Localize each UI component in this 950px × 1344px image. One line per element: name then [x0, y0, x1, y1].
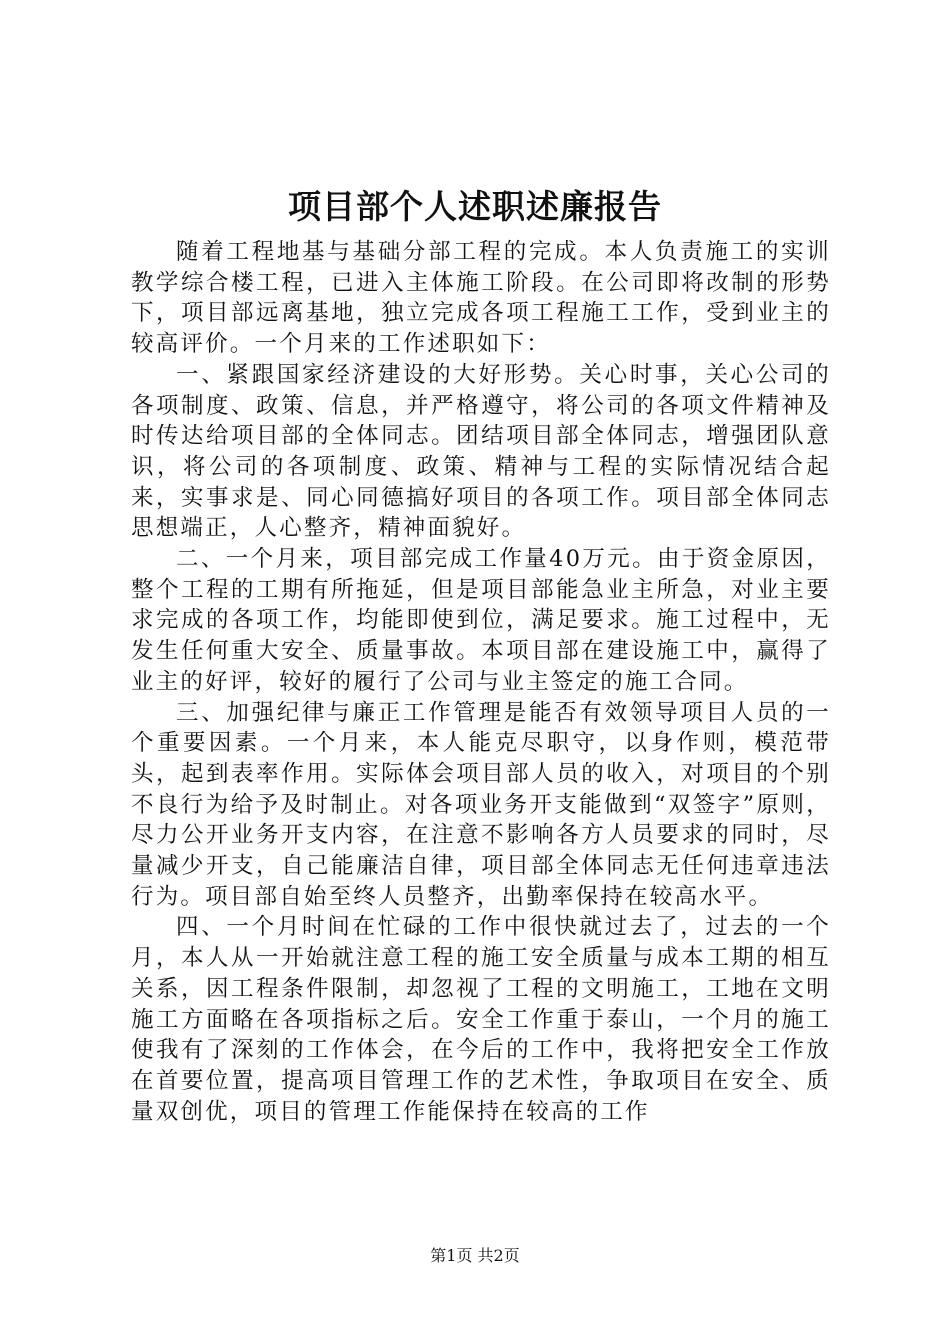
document-title: 项目部个人述职述廉报告: [288, 187, 662, 226]
paragraph-section-4: 四、一个月时间在忙碌的工作中很快就过去了，过去的一个月，本人从一开始就注意工程的施工安全质量与成本工期的相互关系，因工程条件限制，却忽视了工程的文明施工，工地在文明施工方面略在各项指标之后。安全工作重于泰山，一个月的施工使我有了深刻的工作体会，在今后的工作中，我将把安全工作放在首要位置，提高项目管理工作的艺术性，争取项目在安全、质量双创优，项目的管理工作能保持在较高的工作: [131, 914, 831, 1125]
paragraph-section-3: 三、加强纪律与廉正工作管理是能否有效领导项目人员的一个重要因素。一个月来，本人能克尽职守，以身作则，模范带头，起到表率作用。实际体会项目部人员的收入，对项目的个别不良行为给予及时制止。对各项业务开支能做到“双签字”原则，尽力公开业务开支内容，在注意不影响各方人员要求的同时，尽量减少开支，自己能廉洁自律，项目部全体同志无任何违章违法行为。项目部自始至终人员整齐，出勤率保持在较高水平。: [131, 699, 831, 910]
page-number-footer: 第1页 共2页: [430, 1246, 520, 1265]
paragraph-intro: 随着工程地基与基础分部工程的完成。本人负责施工的实训教学综合楼工程，已进入主体施工阶段。在公司即将改制的形势下，项目部远离基地，独立完成各项工程施工工作，受到业主的较高评价。一个月来的工作述职如下：: [131, 239, 831, 358]
paragraph-section-2: 二、一个月来，项目部完成工作量40万元。由于资金原因，整个工程的工期有所拖延，但是项目部能急业主所急，对业主要求完成的各项工作，均能即使到位，满足要求。施工过程中，无发生任何重大安全、质量事故。本项目部在建设施工中，赢得了业主的好评，较好的履行了公司与业主签定的施工合同。: [131, 546, 831, 695]
paragraph-section-1: 一、紧跟国家经济建设的大好形势。关心时事，关心公司的各项制度、政策、信息，并严格遵守，将公司的各项文件精神及时传达给项目部的全体同志。团结项目部全体同志，增强团队意识，将公司的各项制度、政策、精神与工程的实际情况结合起来，实事求是、同心同德搞好项目的各项工作。项目部全体同志思想端正，人心整齐，精神面貌好。: [131, 361, 831, 542]
document-body: [131, 237, 831, 1127]
